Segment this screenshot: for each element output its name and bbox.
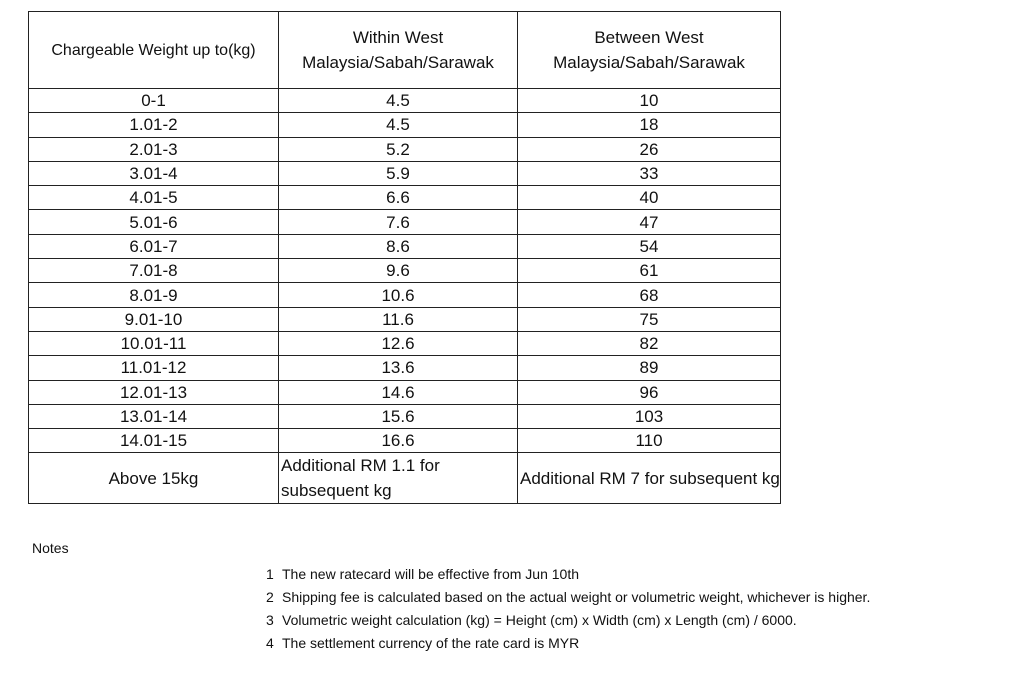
- table-row: [29, 89, 781, 113]
- between-rate-cell: 18: [518, 113, 781, 137]
- weight-cell: 14.01-15: [29, 429, 279, 453]
- note-number: 1: [266, 566, 274, 582]
- header-chargeable-weight: Chargeable Weight up to(kg): [29, 12, 279, 89]
- within-rate-cell: 4.5: [279, 89, 518, 113]
- weight-cell: 10.01-11: [29, 331, 279, 355]
- within-rate-cell: 9.6: [279, 259, 518, 283]
- weight-cell: 13.01-14: [29, 404, 279, 428]
- between-rate-cell: 68: [518, 283, 781, 307]
- above-15kg-weight: Above 15kg: [29, 453, 279, 504]
- within-rate-cell: 6.6: [279, 186, 518, 210]
- above-15kg-between-rate: Additional RM 7 for subsequent kg: [518, 453, 781, 504]
- weight-cell: 7.01-8: [29, 259, 279, 283]
- within-rate-cell: 8.6: [279, 234, 518, 258]
- table-row: [29, 210, 781, 234]
- note-item: [266, 609, 870, 632]
- between-rate-cell: 33: [518, 161, 781, 185]
- table-row: [29, 429, 781, 453]
- table-row: [29, 234, 781, 258]
- within-rate-cell: 5.2: [279, 137, 518, 161]
- between-rate-cell: 10: [518, 89, 781, 113]
- note-item: [266, 586, 870, 609]
- header-row: [29, 12, 781, 89]
- weight-cell: 9.01-10: [29, 307, 279, 331]
- weight-cell: 3.01-4: [29, 161, 279, 185]
- between-rate-cell: 89: [518, 356, 781, 380]
- table-row: [29, 186, 781, 210]
- within-rate-cell: 15.6: [279, 404, 518, 428]
- weight-cell: 0-1: [29, 89, 279, 113]
- table-row: [29, 161, 781, 185]
- within-rate-cell: 10.6: [279, 283, 518, 307]
- within-rate-cell: 5.9: [279, 161, 518, 185]
- weight-cell: 5.01-6: [29, 210, 279, 234]
- within-rate-cell: 16.6: [279, 429, 518, 453]
- table-row: [29, 307, 781, 331]
- note-item: [266, 563, 870, 586]
- weight-cell: 12.01-13: [29, 380, 279, 404]
- between-rate-cell: 40: [518, 186, 781, 210]
- notes-label: Notes: [32, 540, 69, 556]
- between-rate-cell: 75: [518, 307, 781, 331]
- table-row: [29, 356, 781, 380]
- note-text: Shipping fee is calculated based on the actual weight or volumetric weight, whichever is higher.: [282, 589, 871, 605]
- weight-cell: 11.01-12: [29, 356, 279, 380]
- table-row: [29, 404, 781, 428]
- note-number: 3: [266, 612, 274, 628]
- within-rate-cell: 13.6: [279, 356, 518, 380]
- table-row: [29, 137, 781, 161]
- within-rate-cell: 11.6: [279, 307, 518, 331]
- above-15kg-within-rate: Additional RM 1.1 for subsequent kg: [279, 453, 518, 504]
- note-text: The new ratecard will be effective from Jun 10th: [282, 566, 580, 582]
- weight-cell: 4.01-5: [29, 186, 279, 210]
- table-row: [29, 331, 781, 355]
- within-rate-cell: 7.6: [279, 210, 518, 234]
- between-rate-cell: 110: [518, 429, 781, 453]
- weight-cell: 2.01-3: [29, 137, 279, 161]
- notes-list: [266, 563, 870, 655]
- between-rate-cell: 82: [518, 331, 781, 355]
- note-text: The settlement currency of the rate card is MYR: [282, 635, 580, 651]
- header-between-west-malaysia: Between West Malaysia/Sabah/Sarawak: [518, 12, 781, 89]
- note-text: Volumetric weight calculation (kg) = Height (cm) x Width (cm) x Length (cm) / 6000.: [282, 612, 797, 628]
- above-15kg-row: [29, 453, 781, 504]
- table-row: [29, 380, 781, 404]
- header-within-west-malaysia: Within West Malaysia/Sabah/Sarawak: [279, 12, 518, 89]
- weight-cell: 1.01-2: [29, 113, 279, 137]
- between-rate-cell: 61: [518, 259, 781, 283]
- table-row: [29, 283, 781, 307]
- weight-cell: 8.01-9: [29, 283, 279, 307]
- between-rate-cell: 103: [518, 404, 781, 428]
- rate-card-table: [28, 11, 781, 504]
- note-number: 2: [266, 589, 274, 605]
- note-item: [266, 632, 870, 655]
- between-rate-cell: 54: [518, 234, 781, 258]
- table-row: [29, 113, 781, 137]
- within-rate-cell: 12.6: [279, 331, 518, 355]
- between-rate-cell: 96: [518, 380, 781, 404]
- between-rate-cell: 26: [518, 137, 781, 161]
- within-rate-cell: 4.5: [279, 113, 518, 137]
- note-number: 4: [266, 635, 274, 651]
- within-rate-cell: 14.6: [279, 380, 518, 404]
- table-row: [29, 259, 781, 283]
- between-rate-cell: 47: [518, 210, 781, 234]
- weight-cell: 6.01-7: [29, 234, 279, 258]
